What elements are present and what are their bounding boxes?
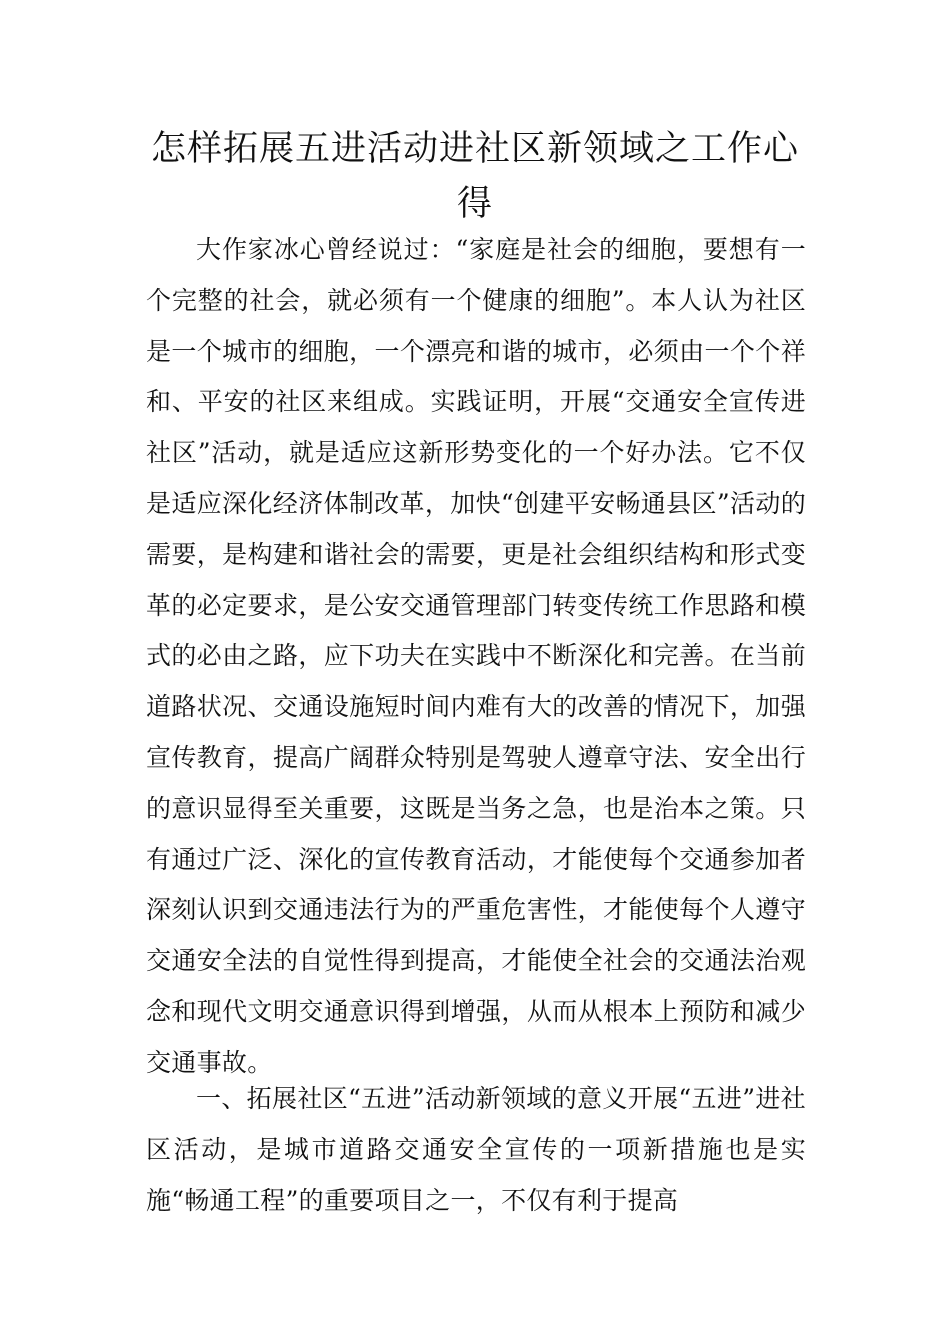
paragraph-section-one: 一、拓展社区“五进”活动新领域的意义开展“五进”进社区活动，是城市道路交通安全宣传的一项新措施也是实施“畅通工程”的重要项目之一，不仅有利于提高 (146, 1084, 806, 1215)
document-title: 怎样拓展五进活动进社区新领域之工作心得 (150, 129, 799, 224)
paragraph-intro: 大作家冰心曾经说过：“家庭是社会的细胞，要想有一个完整的社会，就必须有一个健康的细胞”。本人认为社区是一个城市的细胞，一个漂亮和谐的城市，必须由一个个祥和、平安的社区来组成。实践证明，开展“交通安全宣传进社区”活动，就是适应这新形势变化的一个好办法。它不仅是适应深化经济体制改革，加快“创建平安畅通县区”活动的需要，是构建和谐社会的需要，更是社会组织结构和形式变革的必定要求，是公安交通管理部门转变传统工作思路和模式的必由之路，应下功夫在实践中不断深化和完善。在当前道路状况、交通设施短时间内难有大的改善的情况下，加强宣传教育，提高广阔群众特别是驾驶人遵章守法、安全出行的意识显得至关重要，这既是当务之急，也是治本之策。只有通过广泛、深化的宣传教育活动，才能使每个交通参加者深刻认识到交通违法行为的严重危害性，才能使每个人遵守交通安全法的自觉性得到提高，才能使全社会的交通法治观念和现代文明交通意识得到增强，从而从根本上预防和减少交通事故。 (146, 235, 806, 1077)
